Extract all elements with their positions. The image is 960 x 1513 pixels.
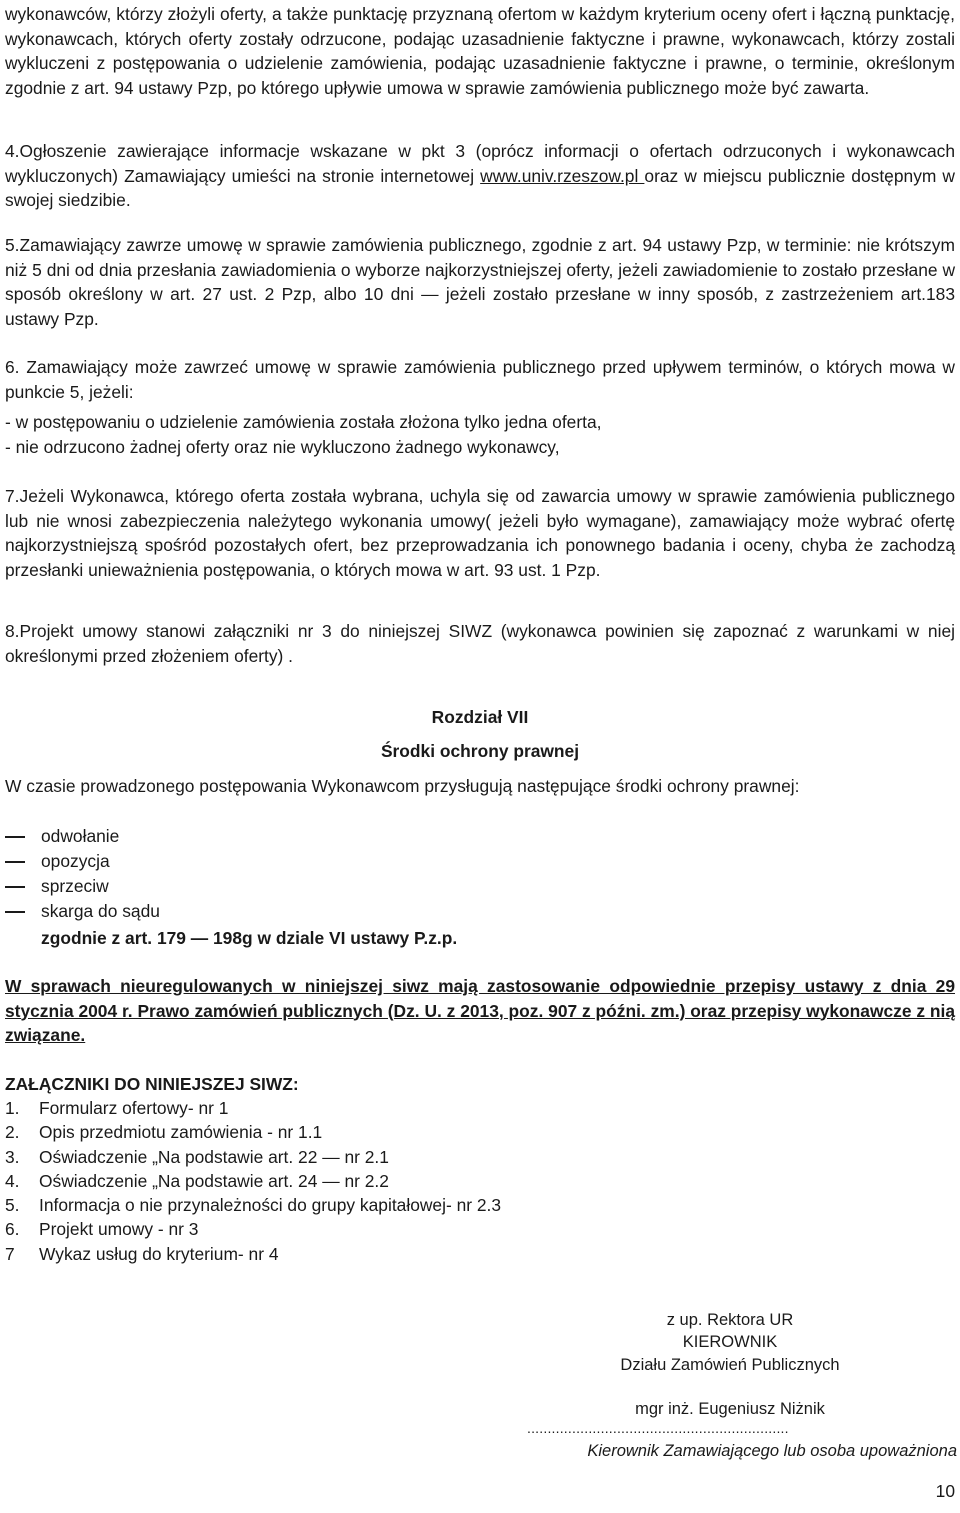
remedy-item: odwołanie [5, 824, 605, 849]
attachment-item: 3. Oświadczenie „Na podstawie art. 22 — nr 2.1 [5, 1146, 389, 1167]
remedy-item: opozycja [5, 849, 605, 874]
attachment-item: 1. Formularz ofertowy- nr 1 [5, 1098, 229, 1118]
attachments-title: ZAŁĄCZNIKI DO NINIEJSZEJ SIWZ: [5, 1074, 299, 1094]
attachment-item: 6. Projekt umowy - nr 3 [5, 1219, 199, 1240]
paragraph-4-text-a: 4.Ogłoszenie zawierające informacje wskazane w pkt 3 (oprócz informacji o ofertach odrzuconych i wykonawcach wykluczonych) Zamawiający umieści na stronie internetowej [5, 141, 955, 186]
website-link[interactable]: www.univ.rzeszow.pl [480, 165, 645, 186]
paragraph-8: 8.Projekt umowy stanowi załączniki nr 3 do niniejszej SIWZ (wykonawca powinien się zapoznać z warunkami w niej określonymi przed złożeniem oferty) . [5, 621, 955, 666]
paragraph-3-continued: wykonawców, którzy złożyli oferty, a także punktację przyznaną ofertom w każdym kryterium oceny ofert i łączną punktację, wykonawcach, których oferty zostały odrzucone, podając uzasadnienie faktyczne i prawne, wykonawcach, którzy zostali wykluczeni z postępowania o udzielenie zamówienia, podając uzasadnienie faktyczne i prawne, o terminie, określonym zgodnie z art. 94 ustawy Pzp, po którego upływie umowa w sprawie zamówienia publicznego może być zawarta. [5, 4, 955, 98]
paragraph-4-text-b: oraz w miejscu publicznie dostępnym w swojej siedzibie. [5, 165, 955, 210]
paragraph-7: 7.Jeżeli Wykonawca, którego oferta została wybrana, uchyla się od zawarcia umowy w sprawie zamówienia publicznego lub nie wnosi zabezpieczenia należytego wykonania umowy( jeżeli było wymagane), zamawiający może wybrać ofertę najkorzystniejszą spośród pozostałych ofert, bez przeprowadzania ich ponownego badania i oceny, chyba że zachodzą przesłanki unieważnienia postępowania, o których mowa w art. 93 ust. 1 Pzp. [5, 486, 955, 580]
chapter-subtitle: Środki ochrony prawnej [380, 741, 580, 761]
remedy-item: sprzeciw [5, 874, 605, 899]
paragraph-6-item-1: - w postępowaniu o udzielenie zamówienia została złożona tylko jedna oferta, [5, 412, 602, 432]
paragraph-4 [5, 139, 955, 213]
signature-line-2: KIEROWNIK [682, 1333, 778, 1351]
attachment-item: 2. Opis przedmiotu zamówienia - nr 1.1 [5, 1122, 323, 1143]
paragraph-5: 5.Zamawiający zawrze umowę w sprawie zamówienia publicznego, zgodnie z art. 94 ustawy Pzp, w terminie: nie krótszym niż 5 dni od dnia przesłania zawiadomienia o wyborze najkorzystniejszej oferty, jeżeli zawiadomienie to zostało przesłane w sposób określony w art. 27 ust. 2 Pzp, albo 10 dni — jeżeli zostało przesłane w inny sposób, z zastrzeżeniem art.183 ustawy Pzp. [5, 235, 955, 329]
attachment-item: 5. Informacja o nie przynależności do grupy kapitałowej- nr 2.3 [5, 1195, 502, 1216]
page-number: 10 [935, 1481, 955, 1501]
remedies-list [5, 824, 605, 924]
signatory-name: mgr inż. Eugeniusz Niżnik [635, 1400, 825, 1418]
signature-line-1: z up. Rektora UR [666, 1311, 794, 1329]
paragraph-6: 6. Zamawiający może zawrzeć umowę w sprawie zamówienia publicznego przed upływem terminów, o których mowa w punkcie 5, jeżeli: [5, 357, 955, 402]
attachment-item: 4. Oświadczenie „Na podstawie art. 24 — nr 2.2 [5, 1170, 389, 1191]
chapter-title: Rozdział VII [431, 707, 529, 727]
remedy-item: skarga do sądu [5, 899, 605, 924]
unregulated-matters: W sprawach nieuregulowanych w niniejszej siwz mają zastosowanie odpowiednie przepisy ustawy z dnia 29 stycznia 2004 r. Prawo zamówień publicznych (Dz. U. z 2013, poz. 907 z późni. zm.) oraz przepisy wykonawcze z nią związane. [5, 976, 956, 1045]
attachment-item: 7 Wykaz usług do kryterium- nr 4 [5, 1243, 279, 1264]
signature-caption: Kierownik Zamawiającego lub osoba upoważniona [587, 1442, 957, 1460]
attachments-list [5, 1096, 805, 1266]
signature-dots: ................................................................ [527, 1420, 789, 1436]
remedies-basis: zgodnie z art. 179 — 198g w dziale VI ustawy P.z.p. [41, 928, 458, 948]
signature-line-3: Działu Zamówień Publicznych [620, 1356, 840, 1374]
paragraph-6-item-2: - nie odrzucono żadnej oferty oraz nie wykluczono żadnego wykonawcy, [5, 437, 560, 457]
remedies-intro: W czasie prowadzonego postępowania Wykonawcom przysługują następujące środki ochrony prawnej: [5, 776, 800, 796]
